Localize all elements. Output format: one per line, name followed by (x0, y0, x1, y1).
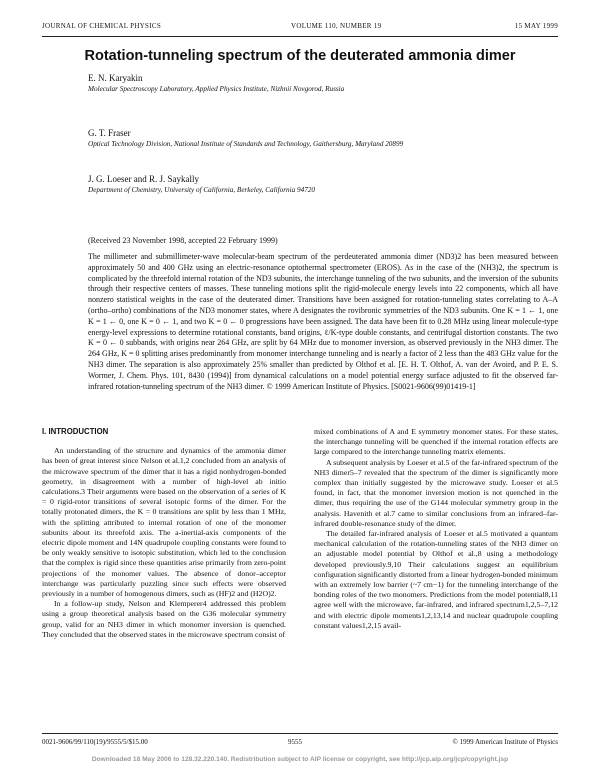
body-paragraph: An understanding of the structure and dynamics of the ammonia dimer has been of great interest since Nelson et al.1,2 concluded from an analysis of the microwave spectrum of the dimer that it has a rigid nonhydrogen-bonded geometry, in disagreement with a number of high-level ab initio calculations.3 Their arguments were based on the observation of a series of K = 0 rigid-rotor transitions of several isotopic forms of the dimer. For the totally protonated dimers, the K = 0 transitions are split by less than 1 MHz, with the splitting attributed to internal rotation of one of the monomer subunits about its threefold axis. The a-inertial-axis components of the electric dipole moment and 14N quadrupole coupling constants were found to be only weakly sensitive to isotopic substitution, which led to the conclusion that the complex is rigid since these quantities arise primarily from zero-point projections of the monomer values. The absence of donor–acceptor interchange was particularly puzzling since such effects were observed previously in a number of homogenous dimers, such as (HF)2 and (H2O)2. (42, 446, 286, 599)
body-paragraph: The detailed far-infrared analysis of Loeser et al.5 motivated a quantum mechanical calculation of the rotation-tunneling states of the NH3 dimer on an adjustable model potential by Olthof et al.,8 using a methodology developed previously.9,10 Their calculations suggest an equilibrium configuration significantly distorted from a linear hydrogen-bonded minimum with an extremely low barrier (~7 cm−1) for the tunneling interchange of the bonding roles of the two monomers. Predictions from the model potential8,11 agree well with the microwave, far-infrared, and infrared spectrum1,2,5–7,12 and with electric dipole moments1,2,13,14 and nuclear quadrupole coupling constant values1,2,15 avail- (314, 529, 558, 630)
copyright-notice: © 1999 American Institute of Physics (452, 738, 558, 746)
author-affiliation: Department of Chemistry, University of California, Berkeley, California 94720 (88, 186, 315, 194)
author-affiliation: Molecular Spectroscopy Laboratory, Applied Physics Institute, Nizhnii Novgorod, Russia (88, 85, 345, 93)
author-block-3 (88, 174, 558, 195)
abstract: The millimeter and submillimeter-wave molecular-beam spectrum of the perdeuterated ammonia dimer (ND3)2 has been measured between approximately 50 and 400 GHz using an electric-resonance optothermal spectrometer (EROS). As in the case of the (NH3)2, the spectrum is complicated by the threefold internal rotation of the ND3 subunits, the interchange tunneling of the two subunits, and the inversion of the subunits through their respective centers of masses. These tunneling motions split the rigid-molecule energy levels into 22 components, which all have nonzero statistical weights in the case of the deuterated dimer. Transitions have been assigned for rotation-tunneling states correlating to A–A (ortho–ortho) combinations of the ND3 monomer states, where A designates the rovibronic symmetries of the ND3 subunits. One K = 1 ← 1, one K = 1 ← 0, one K = 0 ← 1, and two K = 0 ← 0 progressions have been assigned. The data have been fit to 0.28 MHz using linear molecule-type energy-level expressions to determine rotational constants, band origins, ℓ/K-type double constants, and centrifugal distortion constants. The two K = 0 ← 0 subbands, with origins near 264 GHz, are split by 64 MHz due to monomer inversion, as observed previously in the NH3 dimer. The 264 GHz, K = 0 splitting arises predominantly from monomer interchange tunneling and is nearly a factor of 2 less than the 483 GHz value for the NH3 dimer. The separation is also approximately 25% smaller than predicted by Olthof et al. [E. H. T. Olthof, A. van der Avoird, and P. E. S. Wormer, J. Chem. Phys. 101, 8430 (1994)] from dynamical calculations on a model potential energy surface adjusted to fit the observed far-infrared rotation-tunneling spectrum of the NH3 dimer. © 1999 American Institute of Physics. [S0021-9606(99)01419-1] (88, 252, 558, 391)
author-names: J. G. Loeser and R. J. Saykally (88, 174, 199, 184)
right-column (314, 427, 558, 631)
page-number: 9555 (288, 738, 302, 746)
received-dates: (Received 23 November 1998, accepted 22 February 1999) (88, 236, 278, 245)
author-block-1 (88, 73, 558, 94)
issue-date: 15 MAY 1999 (514, 22, 558, 30)
header-rule (42, 36, 558, 37)
running-head (42, 22, 558, 34)
volume-info: VOLUME 110, NUMBER 19 (291, 22, 382, 30)
author-names: G. T. Fraser (88, 128, 131, 138)
page-footer (42, 738, 558, 748)
download-notice: Downloaded 18 May 2006 to 128.32.220.140. Redistribution subject to AIP license or copyright, see http://jcp.aip.org/jcp/copyright.jsp (91, 756, 509, 763)
journal-name: JOURNAL OF CHEMICAL PHYSICS (42, 22, 162, 30)
body-paragraph: A subsequent analysis by Loeser et al.5 of the far-infrared spectrum of the NH3 dimer5–7 revealed that the spectrum of the dimer is significantly more complex than initially suggested by the microwave study. Loeser et al.5 found, in fact, that the monomer inversion motion is not quenched in the dimer, thus requiring the use of the G144 molecular symmetry group in the analysis. Havenith et al.7 came to similar conclusions from an infrared–far-infrared double-resonance study of the dimer. (314, 457, 558, 528)
author-names: E. N. Karyakin (88, 73, 143, 83)
left-column (42, 427, 286, 640)
article-title: Rotation-tunneling spectrum of the deuterated ammonia dimer (84, 48, 516, 64)
section-heading: I. INTRODUCTION (42, 427, 109, 436)
author-block-2 (88, 128, 558, 149)
article-code: 0021-9606/99/110(19)/9555/5/$15.00 (42, 738, 148, 746)
body-paragraph: In a follow-up study, Nelson and Klemperer4 addressed this problem using a group theoretical analysis based on the G36 molecular symmetry group, valid for an NH3 dimer in which monomer inversion is quenched. They concluded that the observed states in the microwave spectrum consist of (42, 599, 286, 639)
author-affiliation: Optical Technology Division, National Institute of Standards and Technology, Gaithersburg, Maryland 20899 (88, 140, 404, 148)
footer-rule (42, 733, 558, 734)
body-paragraph: mixed combinations of A and E symmetry monomer states. For these states, the interchange tunneling will be quenched if the internal rotation effects are large compared to the interchange tunneling matrix elements. (314, 427, 558, 457)
